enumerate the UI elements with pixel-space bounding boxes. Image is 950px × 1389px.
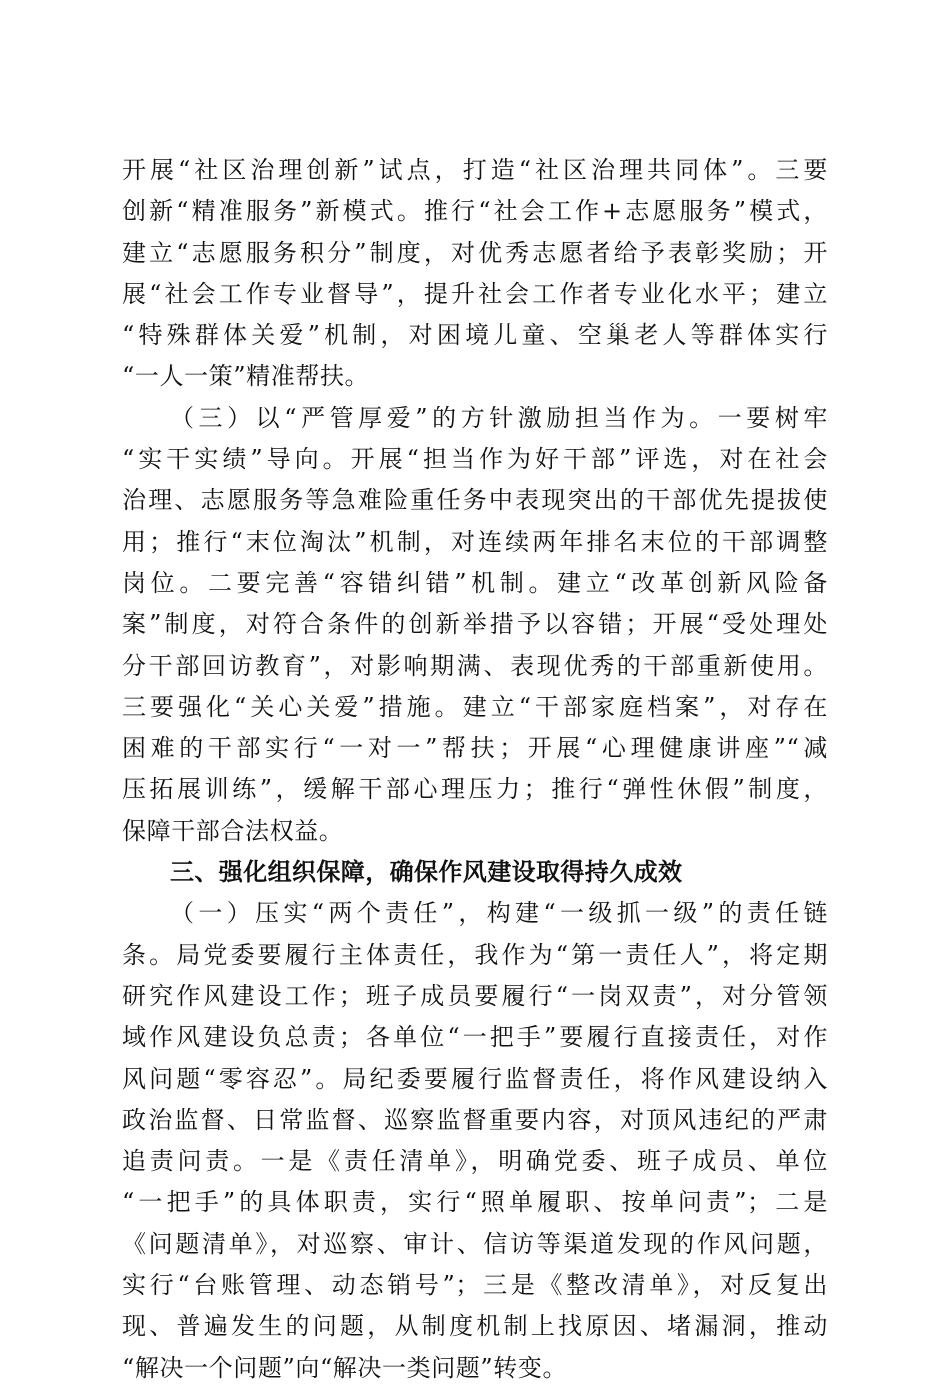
text-line: 三要强化“关心关爱”措施。建立“干部家庭档案”，对存在: [122, 692, 828, 721]
text-line: “实干实绩”导向。开展“担当作为好干部”评选，对在社会: [122, 445, 828, 474]
text-line: （三）以“严管厚爱”的方针激励担当作为。一要树牢: [170, 403, 828, 432]
text-line: 风问题“零容忍”。局纪委要履行监督责任，将作风建设纳入: [122, 1064, 828, 1093]
text-line: “一把手”的具体职责，实行“照单履职、按单问责”；二是: [122, 1188, 828, 1217]
document-body: [122, 150, 828, 1389]
text-line: 追责问责。一是《责任清单》，明确党委、班子成员、单位: [122, 1147, 828, 1176]
section-heading: 三、强化组织保障，确保作风建设取得持久成效: [170, 858, 683, 887]
paragraph-strict-management: [122, 398, 828, 852]
text-line: 条。局党委要履行主体责任，我作为“第一责任人”，将定期: [122, 940, 828, 969]
text-line: 岗位。二要完善“容错纠错”机制。建立“改革创新风险备: [122, 568, 828, 597]
text-line: 《问题清单》，对巡察、审计、信访等渠道发现的作风问题，: [122, 1229, 828, 1258]
text-line: 现、普遍发生的问题，从制度机制上找原因、堵漏洞，推动: [122, 1312, 828, 1341]
text-line: “一人一策”精准帮扶。: [122, 362, 370, 391]
text-line: 研究作风建设工作；班子成员要履行“一岗双责”，对分管领: [122, 981, 828, 1010]
text-line: （一）压实“两个责任”，构建“一级抓一级”的责任链: [170, 899, 828, 928]
text-line: 域作风建设负总责；各单位“一把手”要履行直接责任，对作: [122, 1023, 828, 1052]
paragraph-community-services: [122, 150, 828, 398]
text-line: 治理、志愿服务等急难险重任务中表现突出的干部优先提拔使: [122, 486, 828, 515]
text-line: 政治监督、日常监督、巡察监督重要内容，对顶风违纪的严肃: [122, 1105, 828, 1134]
text-line: 困难的干部实行“一对一”帮扶；开展“心理健康讲座”“减: [122, 734, 828, 763]
text-line: “特殊群体关爱”机制，对困境儿童、空巢老人等群体实行: [122, 321, 828, 350]
text-line: 建立“志愿服务积分”制度，对优秀志愿者给予表彰奖励；开: [122, 238, 828, 267]
text-line: 开展“社区治理创新”试点，打造“社区治理共同体”。三要: [122, 156, 828, 184]
text-line: “解决一个问题”向“解决一类问题”转变。: [122, 1353, 568, 1382]
text-line: 用；推行“末位淘汰”机制，对连续两年排名末位的干部调整: [122, 527, 828, 556]
text-line: 展“社会工作专业督导”，提升社会工作者专业化水平；建立: [122, 279, 828, 308]
text-line: 创新“精准服务”新模式。推行“社会工作+志愿服务”模式，: [122, 197, 828, 226]
paragraph-two-responsibilities: [122, 893, 828, 1389]
text-line: 案”制度，对符合条件的创新举措予以容错；开展“受处理处: [122, 610, 828, 639]
text-line: 分干部回访教育”，对影响期满、表现优秀的干部重新使用。: [122, 651, 828, 680]
text-line: 压拓展训练”，缓解干部心理压力；推行“弹性休假”制度，: [122, 775, 828, 804]
text-line: 实行“台账管理、动态销号”；三是《整改清单》，对反复出: [122, 1271, 828, 1300]
text-line: 保障干部合法权益。: [122, 816, 344, 845]
